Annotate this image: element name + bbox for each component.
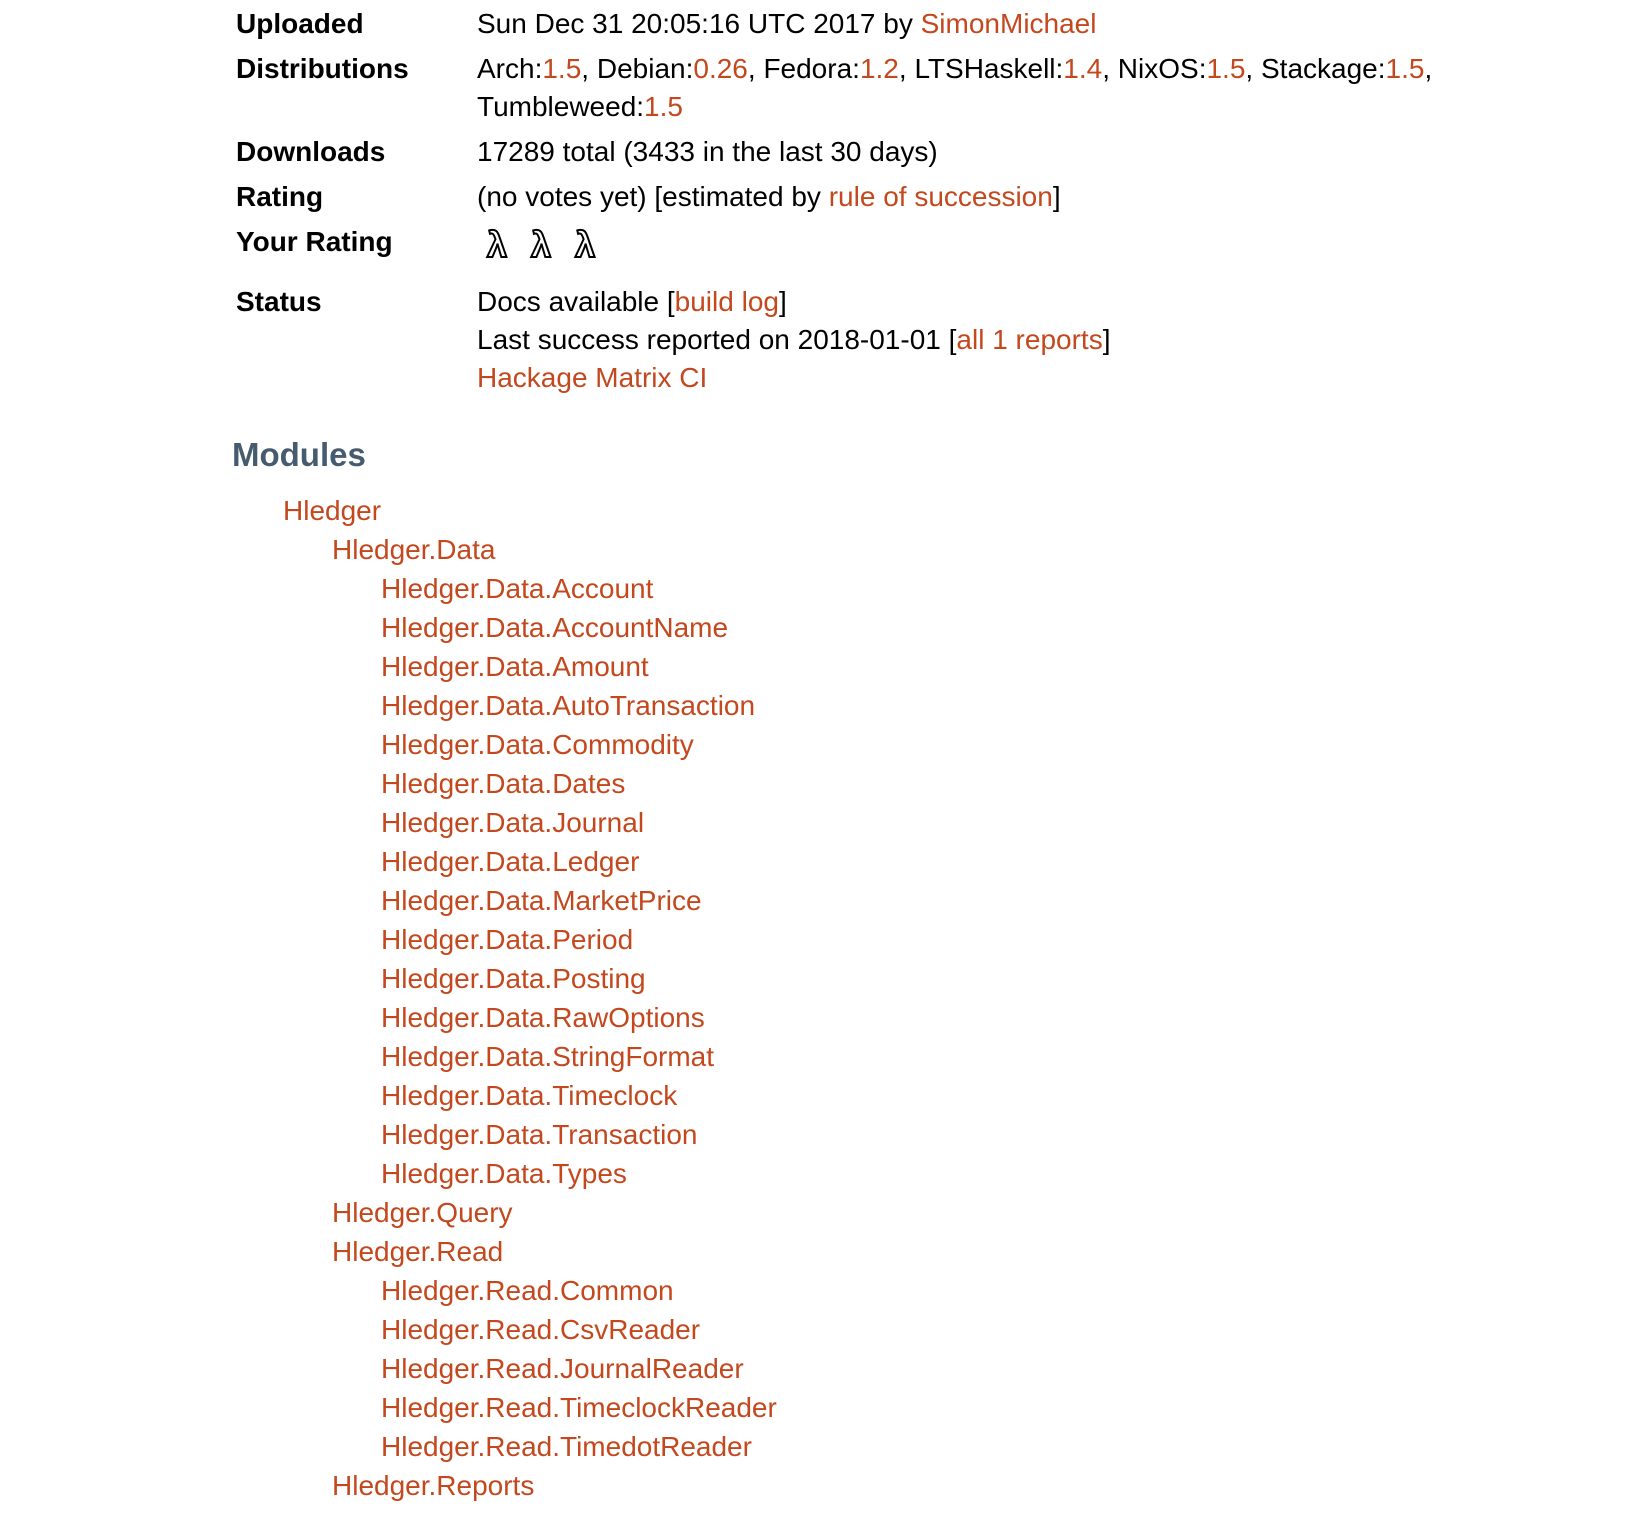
distributions-value <box>477 50 1517 126</box>
module-tree-item <box>283 1349 1639 1388</box>
all-reports-link[interactable]: all 1 reports <box>956 324 1103 355</box>
module-link[interactable]: Hledger <box>283 495 382 526</box>
distribution-name: Stackage: <box>1260 53 1386 84</box>
modules-heading: Modules <box>232 436 366 473</box>
module-tree-item <box>283 1466 1639 1505</box>
build-log-link[interactable]: build log <box>674 286 779 317</box>
your-rating-value <box>477 223 1517 267</box>
module-link[interactable]: Hledger.Reports <box>332 1470 535 1501</box>
module-link[interactable]: Hledger.Data.AutoTransaction <box>381 690 756 721</box>
distribution-separator: , <box>1245 53 1261 84</box>
uploaded-row <box>236 5 1639 43</box>
module-tree-item <box>283 491 1639 530</box>
module-tree-item <box>283 725 1639 764</box>
distribution-item <box>1118 53 1261 84</box>
module-link[interactable]: Hledger.Data.MarketPrice <box>381 885 702 916</box>
module-tree-item <box>283 1427 1639 1466</box>
distribution-version-link[interactable]: 0.26 <box>693 53 748 84</box>
module-tree-item <box>283 1232 1639 1271</box>
module-link[interactable]: Hledger.Data.Ledger <box>381 846 640 877</box>
status-value <box>477 283 1517 397</box>
module-tree-item <box>283 998 1639 1037</box>
downloads-value: 17289 total (3433 in the last 30 days) <box>477 136 938 167</box>
distribution-version-link[interactable]: 1.5 <box>1385 53 1425 84</box>
status-docs-suffix: ] <box>778 286 787 317</box>
status-success-line <box>477 321 1517 359</box>
module-tree-item <box>283 1271 1639 1310</box>
module-link[interactable]: Hledger.Data.RawOptions <box>381 1002 705 1033</box>
rating-label: Rating <box>236 181 324 212</box>
distribution-separator: , <box>898 53 915 84</box>
module-link[interactable]: Hledger.Data.StringFormat <box>381 1041 715 1072</box>
rating-lambda-icon[interactable]: λ <box>575 224 596 265</box>
status-matrix-line <box>477 359 1517 397</box>
module-tree-item <box>283 1193 1639 1232</box>
module-link[interactable]: Hledger.Read.Common <box>381 1275 674 1306</box>
module-link[interactable]: Hledger.Read.JournalReader <box>381 1353 744 1384</box>
module-link[interactable]: Hledger.Data.AccountName <box>381 612 729 643</box>
uploaded-label: Uploaded <box>236 8 364 39</box>
module-link[interactable]: Hledger.Data.Journal <box>381 807 645 838</box>
distribution-version-link[interactable]: 1.5 <box>644 91 683 122</box>
distribution-name: LTSHaskell: <box>914 53 1064 84</box>
distribution-name: Tumbleweed: <box>477 91 645 122</box>
module-tree-item <box>283 1388 1639 1427</box>
distribution-item <box>1261 53 1440 84</box>
status-label: Status <box>236 286 322 317</box>
distribution-item <box>763 53 914 84</box>
module-tree-item <box>283 1115 1639 1154</box>
rating-lambda-icon[interactable]: λ <box>531 224 552 265</box>
distribution-version-link[interactable]: 1.5 <box>1206 53 1246 84</box>
distributions-label: Distributions <box>236 53 409 84</box>
distribution-item <box>477 91 683 122</box>
module-link[interactable]: Hledger.Data.Timeclock <box>381 1080 678 1111</box>
module-link[interactable]: Hledger.Data.Types <box>381 1158 627 1189</box>
distributions-row <box>236 50 1639 126</box>
your-rating-row <box>236 223 1639 267</box>
distribution-item <box>914 53 1117 84</box>
distribution-item <box>477 53 597 84</box>
module-tree-item <box>283 569 1639 608</box>
module-tree-item <box>283 959 1639 998</box>
module-link[interactable]: Hledger.Read.CsvReader <box>381 1314 701 1345</box>
module-link[interactable]: Hledger.Data.Account <box>381 573 654 604</box>
module-tree-item <box>283 1037 1639 1076</box>
module-link[interactable]: Hledger.Data.Transaction <box>381 1119 698 1150</box>
module-link[interactable]: Hledger.Read <box>332 1236 504 1267</box>
downloads-row <box>236 133 1639 171</box>
module-link[interactable]: Hledger.Data <box>332 534 496 565</box>
module-tree-item <box>283 1310 1639 1349</box>
module-tree-item <box>283 842 1639 881</box>
module-link[interactable]: Hledger.Data.Amount <box>381 651 649 682</box>
module-link[interactable]: Hledger.Read.TimeclockReader <box>381 1392 777 1423</box>
module-tree-item <box>283 881 1639 920</box>
distribution-name: Arch: <box>477 53 543 84</box>
hackage-matrix-ci-link[interactable]: Hackage Matrix CI <box>477 362 708 393</box>
rating-row <box>236 178 1639 216</box>
module-link[interactable]: Hledger.Data.Dates <box>381 768 626 799</box>
module-link[interactable]: Hledger.Data.Posting <box>381 963 646 994</box>
status-success-text: Last success reported on 2018-01-01 [ <box>477 324 957 355</box>
distribution-item <box>597 53 764 84</box>
module-tree-item <box>283 686 1639 725</box>
distribution-name: NixOS: <box>1117 53 1207 84</box>
status-docs-line <box>477 283 1517 321</box>
your-rating-label: Your Rating <box>236 226 393 257</box>
module-tree-item <box>283 764 1639 803</box>
module-link[interactable]: Hledger.Read.TimedotReader <box>381 1431 752 1462</box>
distribution-version-link[interactable]: 1.5 <box>542 53 582 84</box>
distribution-name: Fedora: <box>763 53 860 84</box>
distribution-version-link[interactable]: 1.2 <box>859 53 899 84</box>
distribution-separator: , <box>581 53 597 84</box>
uploaded-text: Sun Dec 31 20:05:16 UTC 2017 by <box>477 8 921 39</box>
rating-value <box>477 178 1517 216</box>
rating-suffix: ] <box>1052 181 1061 212</box>
module-link[interactable]: Hledger.Query <box>332 1197 513 1228</box>
distribution-separator: , <box>1102 53 1118 84</box>
uploader-link[interactable]: SimonMichael <box>920 8 1097 39</box>
status-docs-text: Docs available [ <box>477 286 675 317</box>
rating-lambda-icon[interactable]: λ <box>487 224 508 265</box>
module-tree <box>236 491 1639 1505</box>
module-tree-item <box>283 1076 1639 1115</box>
module-tree-item <box>283 803 1639 842</box>
module-link[interactable]: Hledger.Data.Period <box>381 924 634 955</box>
distribution-separator: , <box>747 53 764 84</box>
module-tree-item <box>283 647 1639 686</box>
module-tree-item <box>283 530 1639 569</box>
distribution-separator: , <box>1424 53 1440 84</box>
uploaded-value <box>477 5 1517 43</box>
module-tree-item <box>283 608 1639 647</box>
module-link[interactable]: Hledger.Data.Commodity <box>381 729 694 760</box>
distribution-version-link[interactable]: 1.4 <box>1063 53 1103 84</box>
status-row <box>236 283 1639 397</box>
rule-of-succession-link[interactable]: rule of succession <box>828 181 1053 212</box>
module-tree-item <box>283 920 1639 959</box>
downloads-label: Downloads <box>236 136 386 167</box>
rating-text: (no votes yet) [estimated by <box>477 181 829 212</box>
distribution-name: Debian: <box>596 53 694 84</box>
status-success-suffix: ] <box>1102 324 1111 355</box>
module-tree-item <box>283 1154 1639 1193</box>
